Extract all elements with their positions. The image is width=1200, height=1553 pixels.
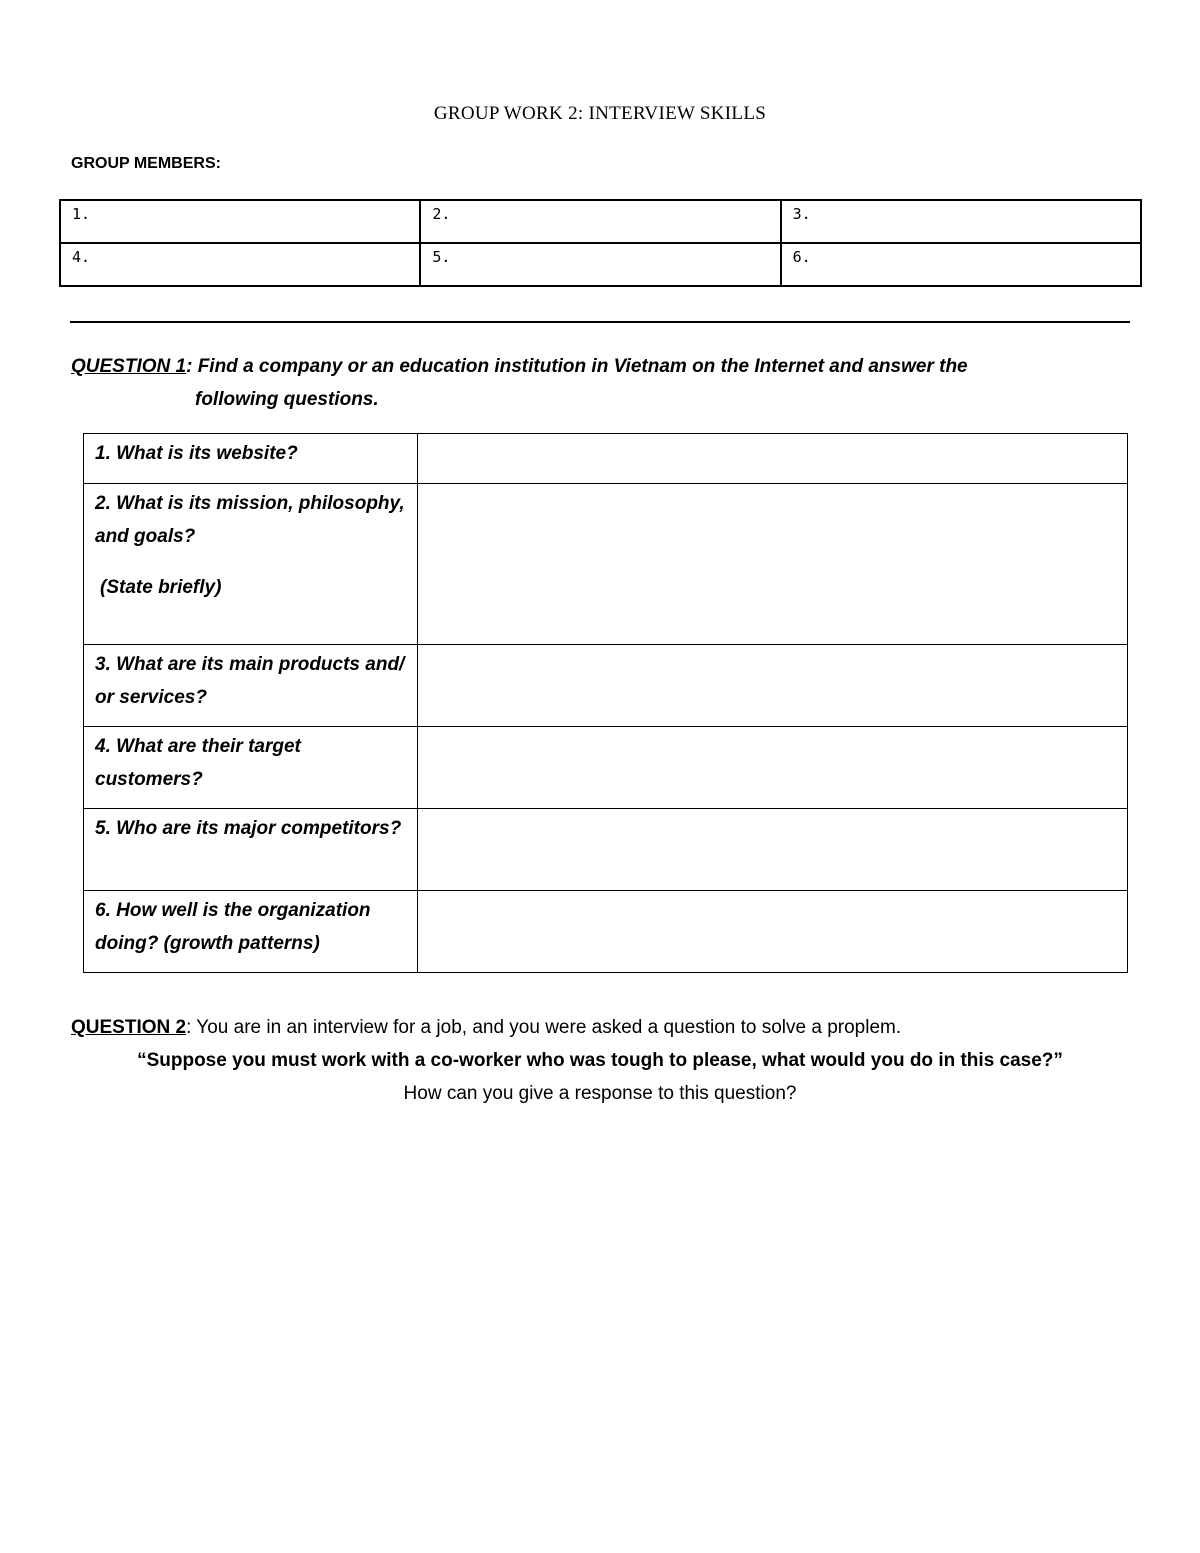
member-cell-1[interactable]: 1. bbox=[60, 200, 420, 243]
member-cell-5[interactable]: 5. bbox=[420, 243, 780, 286]
question-cell bbox=[84, 809, 418, 891]
table-row bbox=[84, 891, 1128, 973]
answer-cell-website[interactable] bbox=[417, 434, 1127, 484]
table-row bbox=[84, 809, 1128, 891]
question-1-table bbox=[83, 433, 1128, 973]
member-cell-3[interactable]: 3. bbox=[781, 200, 1141, 243]
question-text: 3. What are its main products and/ or services? bbox=[95, 654, 405, 708]
table-row bbox=[84, 727, 1128, 809]
question-text: 5. Who are its major competitors? bbox=[95, 818, 402, 839]
question-1-prompt bbox=[71, 350, 1131, 416]
question-2-quote: “Suppose you must work with a co-worker who was tough to please, what would you do in this case?” bbox=[137, 1050, 1063, 1071]
question-2-ask: How can you give a response to this question? bbox=[403, 1083, 797, 1104]
table-row bbox=[84, 434, 1128, 484]
members-row bbox=[60, 200, 1141, 243]
question-cell bbox=[84, 434, 418, 484]
question-text: 6. How well is the organization doing? (growth patterns) bbox=[95, 900, 371, 954]
question-text: 2. What is its mission, philosophy, and goals? bbox=[95, 493, 405, 547]
question-1-label: QUESTION 1 bbox=[71, 356, 187, 377]
document-title: GROUP WORK 2: INTERVIEW SKILLS bbox=[433, 103, 767, 124]
question-cell bbox=[84, 645, 418, 727]
question-2-separator: : bbox=[186, 1017, 197, 1038]
group-members-label: GROUP MEMBERS: bbox=[71, 155, 221, 172]
member-cell-2[interactable]: 2. bbox=[420, 200, 780, 243]
question-1-separator: : bbox=[186, 356, 198, 377]
question-2-prompt bbox=[71, 1011, 1131, 1044]
question-cell bbox=[84, 891, 418, 973]
answer-cell-performance[interactable] bbox=[417, 891, 1127, 973]
group-members-table bbox=[59, 199, 1142, 287]
question-cell bbox=[84, 727, 418, 809]
question-1-text-line1: Find a company or an education institution in Vietnam on the Internet and answer the bbox=[197, 356, 968, 377]
members-row bbox=[60, 243, 1141, 286]
answer-cell-competitors[interactable] bbox=[417, 809, 1127, 891]
answer-cell-customers[interactable] bbox=[417, 727, 1127, 809]
section-divider bbox=[70, 321, 1130, 323]
answer-cell-mission[interactable] bbox=[417, 484, 1127, 645]
table-row bbox=[84, 645, 1128, 727]
member-cell-6[interactable]: 6. bbox=[781, 243, 1141, 286]
question-2-label: QUESTION 2 bbox=[71, 1017, 187, 1038]
question-text: 1. What is its website? bbox=[95, 443, 298, 464]
member-cell-4[interactable]: 4. bbox=[60, 243, 420, 286]
table-row bbox=[84, 484, 1128, 645]
answer-cell-products[interactable] bbox=[417, 645, 1127, 727]
question-cell bbox=[84, 484, 418, 645]
question-note: (State briefly) bbox=[100, 577, 222, 598]
question-2-text: You are in an interview for a job, and you were asked a question to solve a proplem. bbox=[196, 1017, 902, 1038]
question-text: 4. What are their target customers? bbox=[95, 736, 301, 790]
question-1-text-line2: following questions. bbox=[195, 389, 379, 410]
